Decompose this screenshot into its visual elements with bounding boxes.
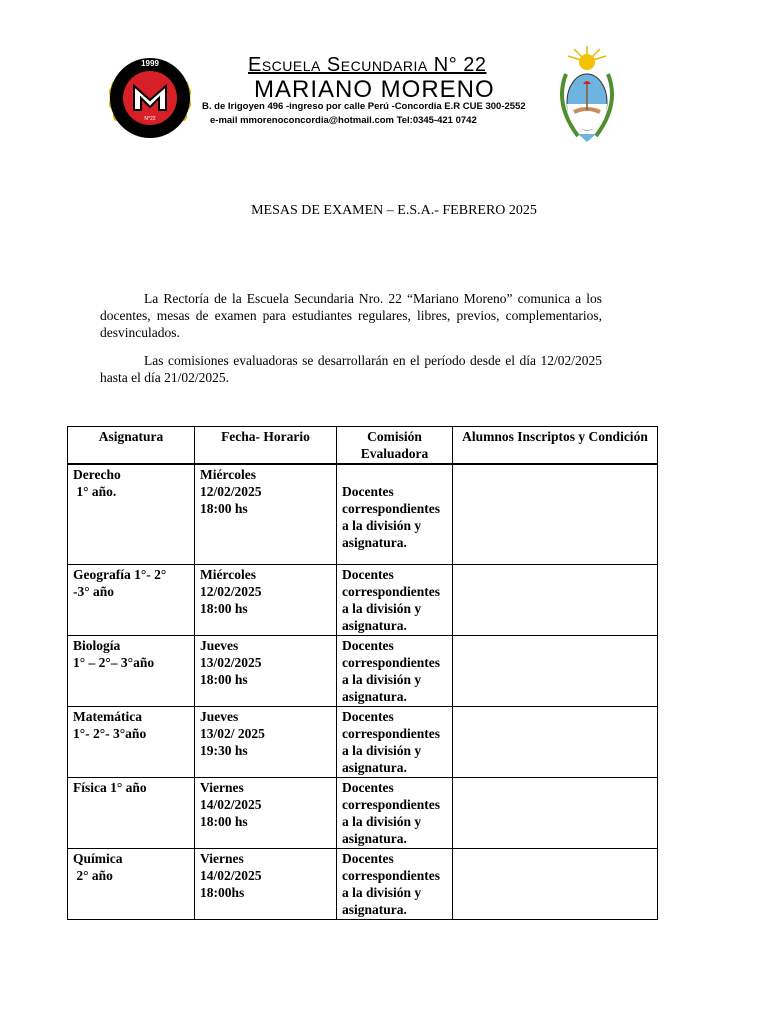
cell-subject [68, 636, 195, 707]
table-row [68, 464, 658, 565]
school-logo-icon [104, 52, 196, 144]
cell-subject-line: Geografía 1°- 2° [73, 567, 167, 582]
cell-date-line: 18:00 hs [200, 672, 248, 687]
cell-date-line: Viernes [200, 780, 244, 795]
cell-date [195, 778, 337, 849]
cell-subject [68, 464, 195, 565]
cell-date [195, 849, 337, 920]
argentina-coat-of-arms-icon [554, 44, 620, 144]
cell-commission-line: Docentes [342, 567, 394, 582]
cell-date-line: 12/02/2025 [200, 484, 262, 499]
cell-date-line: Miércoles [200, 567, 256, 582]
cell-date [195, 565, 337, 636]
cell-date-line: Viernes [200, 851, 244, 866]
cell-date-line: 14/02/2025 [200, 797, 262, 812]
intro-paragraph: La Rectoría de la Escuela Secundaria Nro. 22 “Mariano Moreno” comunica a los docentes, mesas de examen para estudiantes regulares, libres, previos, complementarios, desvinculados. [100, 291, 602, 340]
cell-commission-line: Docentes [342, 638, 394, 653]
cell-subject-line: 1° – 2°– 3°año [73, 655, 155, 670]
document-title: MESAS DE EXAMEN – E.S.A.- FEBRERO 2025 [251, 203, 537, 218]
cell-commission-line: asignatura. [342, 831, 407, 846]
school-title: MARIANO MORENO [254, 76, 495, 103]
cell-subject-line: 2° año [73, 868, 113, 883]
cell-commission-line: correspondientes [342, 655, 440, 670]
cell-date-line: 18:00 hs [200, 601, 248, 616]
table-row [68, 707, 658, 778]
school-address: B. de Irigoyen 496 -ingreso por calle Perú -Concordia E.R CUE 300-2552 [202, 101, 526, 112]
cell-commission-line: Docentes [342, 780, 394, 795]
cell-date-line: Jueves [200, 638, 239, 653]
cell-subject-line: Biología [73, 638, 121, 653]
cell-date-line: 18:00 hs [200, 814, 248, 829]
cell-students [453, 778, 658, 849]
exam-table [67, 426, 658, 920]
cell-commission-line: asignatura. [342, 535, 407, 550]
cell-commission-line: a la división y [342, 518, 422, 533]
cell-subject-line: 1°- 2°- 3°año [73, 726, 147, 741]
cell-subject-line: -3° año [73, 584, 115, 599]
cell-commission-line: correspondientes [342, 726, 440, 741]
cell-commission [337, 849, 453, 920]
cell-commission-line: correspondientes [342, 868, 440, 883]
header-date: Fecha- Horario [195, 427, 337, 465]
table-row [68, 565, 658, 636]
cell-date-line: Jueves [200, 709, 239, 724]
cell-date-line: Miércoles [200, 467, 256, 482]
cell-commission-line: correspondientes [342, 797, 440, 812]
logo-year: 1999 [141, 59, 159, 68]
cell-date [195, 464, 337, 565]
cell-commission-line: correspondientes [342, 584, 440, 599]
cell-subject-line: 1° año. [73, 484, 117, 499]
cell-commission [337, 707, 453, 778]
table-header-row [68, 427, 658, 465]
cell-students [453, 464, 658, 565]
cell-commission [337, 565, 453, 636]
period-paragraph: Las comisiones evaluadoras se desarrollarán en el período desde el día 12/02/2025 hasta el día 21/02/2025. [100, 353, 602, 385]
cell-subject [68, 565, 195, 636]
table-row [68, 849, 658, 920]
school-contact: e-mail mmorenoconcordia@hotmail.com Tel:0345-421 0742 [210, 115, 477, 126]
cell-date-line: 13/02/2025 [200, 655, 262, 670]
table-row [68, 636, 658, 707]
cell-subject [68, 778, 195, 849]
cell-date-line: 14/02/2025 [200, 868, 262, 883]
cell-date [195, 636, 337, 707]
cell-students [453, 565, 658, 636]
cell-date-line: 13/02/ 2025 [200, 726, 265, 741]
cell-subject [68, 707, 195, 778]
header-commission: Comisión Evaluadora [337, 427, 453, 465]
cell-subject-line: Física 1° año [73, 780, 147, 795]
cell-commission-line: Docentes [342, 709, 394, 724]
cell-commission-line: asignatura. [342, 689, 407, 704]
cell-commission-line: a la división y [342, 743, 422, 758]
cell-commission-line: a la división y [342, 814, 422, 829]
cell-subject-line: Matemática [73, 709, 142, 724]
cell-commission-line: a la división y [342, 601, 422, 616]
cell-commission-line: Docentes [342, 851, 394, 866]
cell-commission [337, 636, 453, 707]
cell-students [453, 636, 658, 707]
table-row [68, 778, 658, 849]
cell-date-line: 12/02/2025 [200, 584, 262, 599]
cell-commission-line: a la división y [342, 885, 422, 900]
cell-subject [68, 849, 195, 920]
cell-date-line: 19:30 hs [200, 743, 248, 758]
logo-number: N°22 [144, 116, 156, 122]
cell-commission [337, 778, 453, 849]
cell-commission-line: correspondientes [342, 501, 440, 516]
cell-date-line: 18:00 hs [200, 501, 248, 516]
cell-students [453, 707, 658, 778]
cell-commission [337, 464, 453, 565]
cell-subject-line: Derecho [73, 467, 121, 482]
header-students: Alumnos Inscriptos y Condición [453, 427, 658, 465]
header-subject: Asignatura [68, 427, 195, 465]
school-name: Escuela Secundaria N° 22 [248, 54, 487, 76]
cell-date [195, 707, 337, 778]
cell-subject-line: Química [73, 851, 123, 866]
cell-commission-line: a la división y [342, 672, 422, 687]
cell-commission-line: asignatura. [342, 902, 407, 917]
cell-students [453, 849, 658, 920]
cell-commission-line: asignatura. [342, 618, 407, 633]
cell-commission-line: Docentes [342, 484, 394, 499]
cell-commission-line: asignatura. [342, 760, 407, 775]
cell-date-line: 18:00hs [200, 885, 245, 900]
